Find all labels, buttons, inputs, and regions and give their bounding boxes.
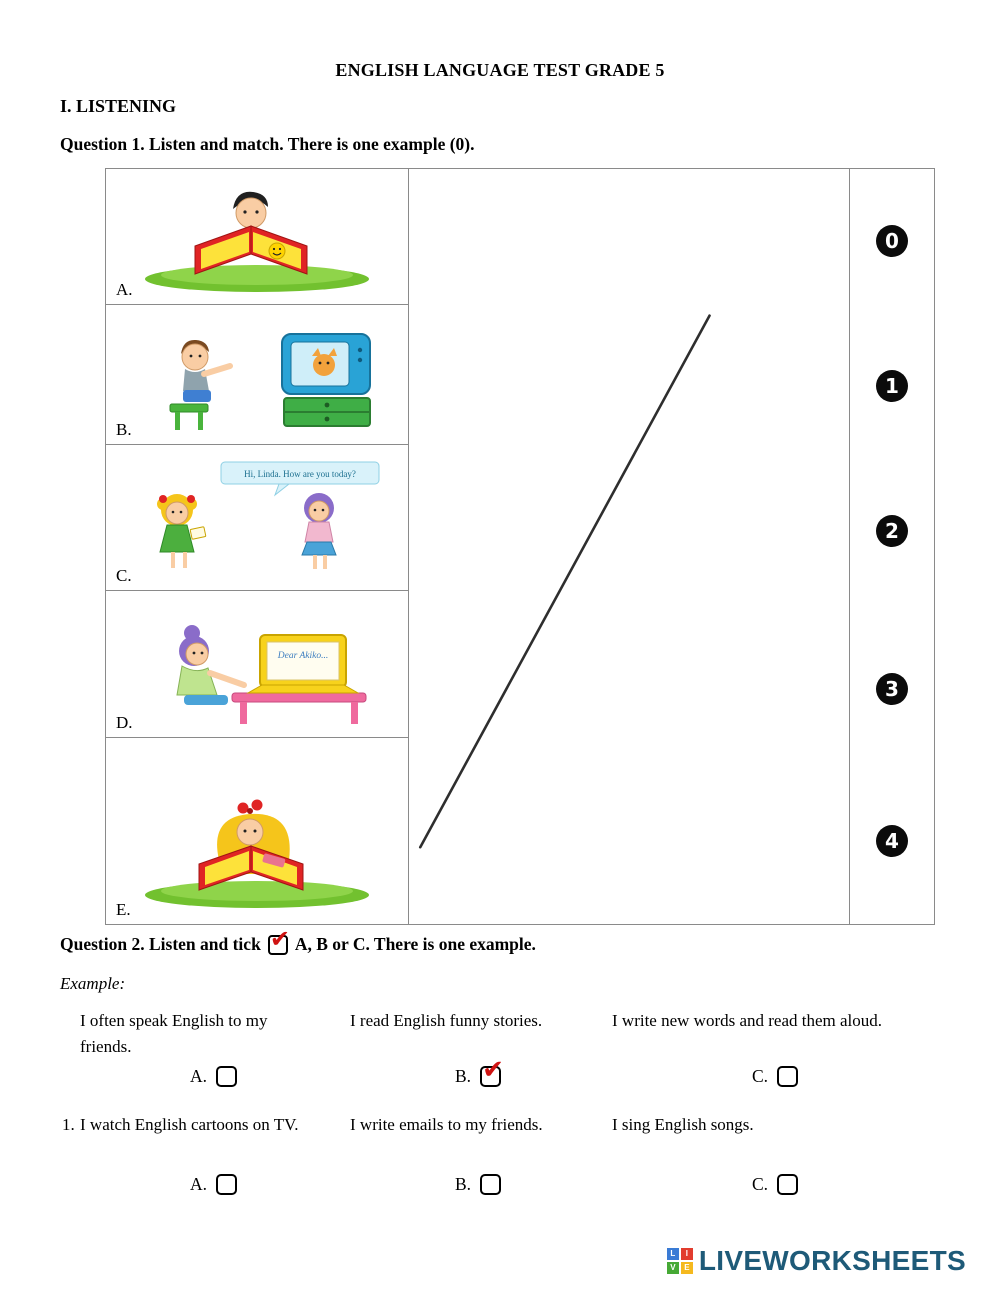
picture-cell-b[interactable] [106,305,408,445]
match-number-0[interactable]: 0 [876,225,908,257]
picture-label-b: B. [116,420,132,439]
option-label: A. [190,1174,208,1194]
picture-cell-d[interactable] [106,591,408,738]
statement-text: I watch English cartoons on TV. [80,1115,299,1134]
match-number-1[interactable]: 1 [876,370,908,402]
picture-label-c: C. [116,566,132,585]
item-number: 1. [62,1115,75,1134]
picture-cell-c[interactable] [106,445,408,591]
pictures-column [106,169,409,924]
statement-ex-b: I read English funny stories. [350,1011,543,1030]
option-ex-b [455,1055,504,1087]
match-number-3[interactable]: 3 [876,673,908,705]
numbers-column [849,169,934,924]
option-1-a [190,1174,237,1195]
statement-text: I often speak English to my friends. [80,1011,268,1056]
option-label: B. [455,1066,472,1086]
question2-heading [60,924,536,955]
checkbox-1-b[interactable] [480,1174,501,1195]
option-ex-a [190,1066,237,1087]
girl-reading-book-illustration [137,788,377,910]
logo-square-l: L [667,1248,679,1260]
match-number-2[interactable]: 2 [876,515,908,547]
section-heading: I. LISTENING [60,96,177,116]
statement-1-b: I write emails to my friends. [350,1115,543,1134]
logo-square-i: I [681,1248,693,1260]
laptop-screen-text: Dear Akiko... [277,651,329,661]
item-number [62,1008,80,1059]
checkbox-ex-b[interactable] [480,1055,504,1087]
page-title: ENGLISH LANGUAGE TEST GRADE 5 [335,60,665,80]
option-1-c [752,1174,798,1195]
red-check-icon: ✔ [269,924,290,953]
option-label: C. [752,1066,769,1086]
picture-label-a: A. [116,280,133,299]
picture-cell-e[interactable] [106,738,408,924]
question2-heading-prefix: Question 2. Listen and tick [60,934,261,954]
picture-label-e: E. [116,900,131,919]
girls-talking-illustration [129,458,385,580]
boy-reading-book-illustration [137,182,377,294]
option-1-b [455,1174,501,1195]
option-ex-c [752,1066,798,1087]
option-label: A. [190,1066,208,1086]
match-number-4[interactable]: 4 [876,825,908,857]
brand-name: LIVEWORKSHEETS [698,1245,966,1276]
question2-heading-suffix: A, B or C. There is one example. [294,934,536,954]
logo-square-e: E [681,1262,693,1274]
boy-watching-tv-illustration [132,318,382,434]
checkbox-1-c[interactable] [777,1174,798,1195]
statement-1-a [62,1112,324,1138]
logo-square-v: V [667,1262,679,1274]
statement-ex-c: I write new words and read them aloud. [612,1011,883,1030]
statement-ex-a [62,1008,324,1059]
checkbox-ex-c[interactable] [777,1066,798,1087]
checkbox-ex-a[interactable] [216,1066,237,1087]
picture-cell-a[interactable] [106,169,408,305]
red-check-icon: ✔ [482,1055,504,1085]
option-label: C. [752,1174,769,1194]
option-label: B. [455,1174,472,1194]
speech-bubble-text: Hi, Linda. How are you today? [244,469,356,479]
tick-example-icon [268,924,290,955]
matching-table [105,168,935,925]
example-label: Example: [60,974,126,993]
picture-label-d: D. [116,713,133,732]
statement-1-c: I sing English songs. [612,1115,754,1134]
checkbox-1-a[interactable] [216,1174,237,1195]
question1-heading: Question 1. Listen and match. There is one example (0). [60,134,475,154]
girl-typing-laptop-illustration [132,611,382,727]
liveworksheets-icon [667,1248,693,1274]
liveworksheets-logo[interactable] [667,1245,966,1277]
